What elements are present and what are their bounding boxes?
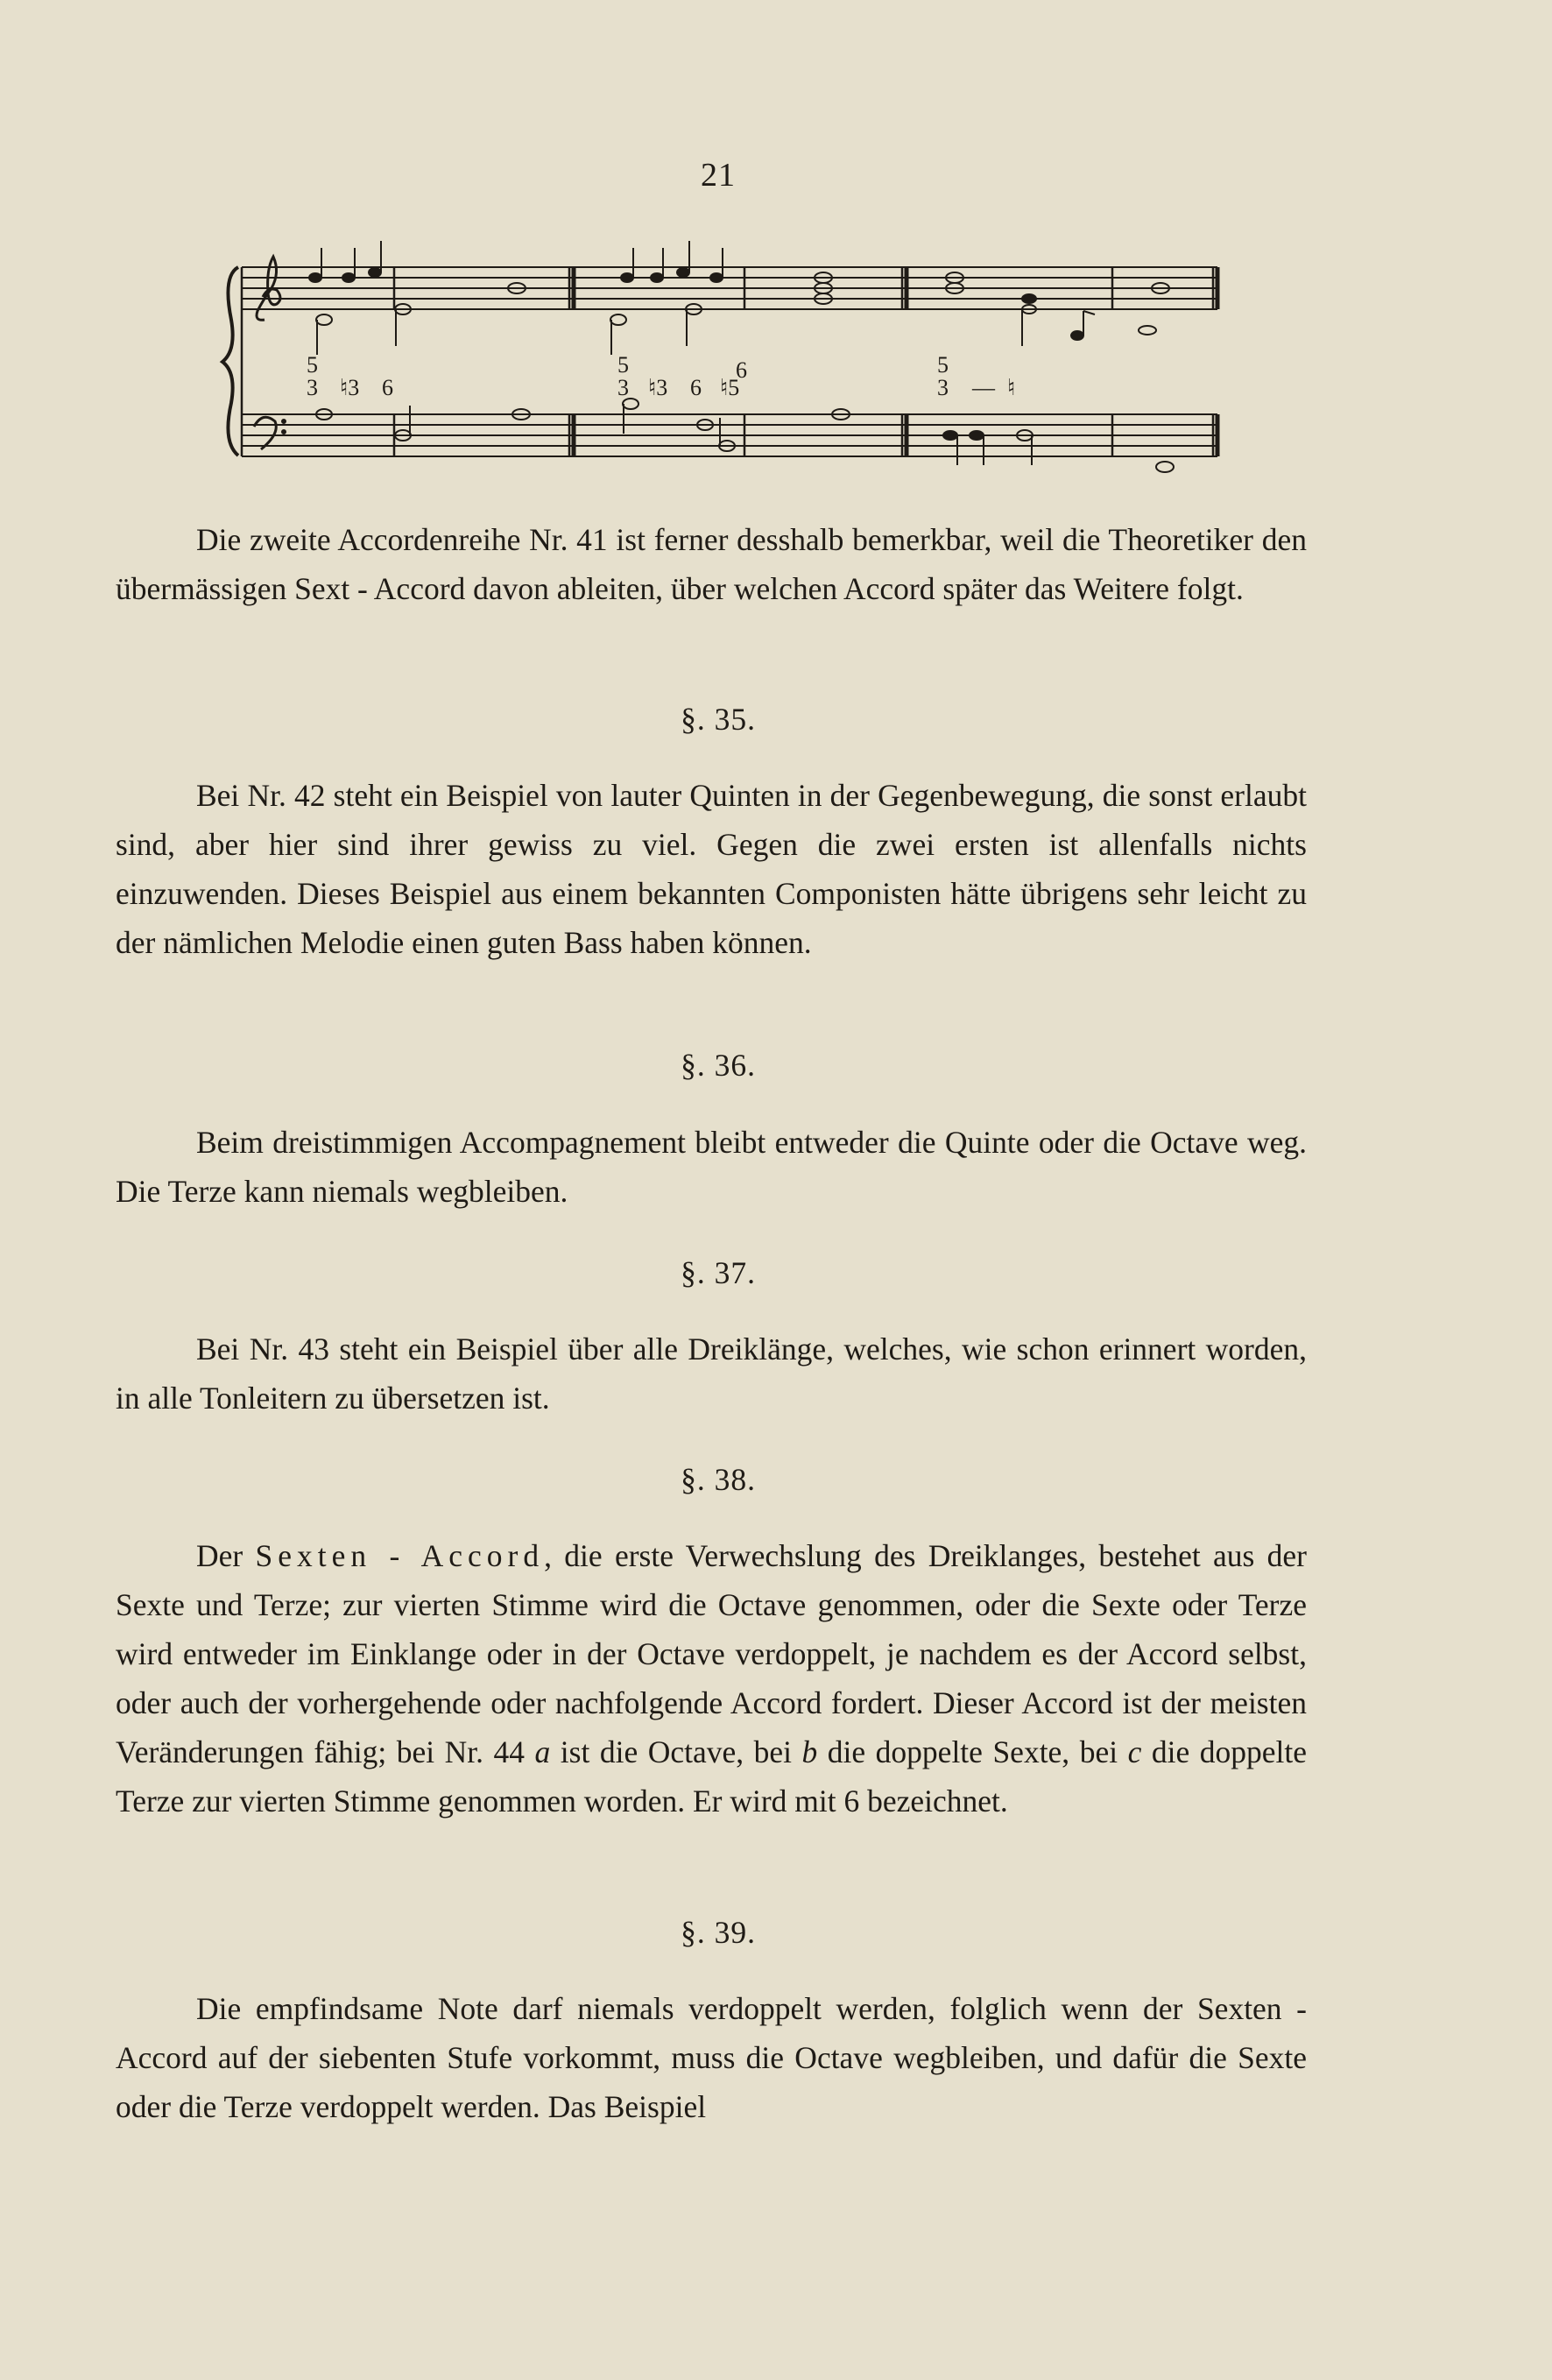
figure: 3 (307, 375, 318, 400)
figure: ♮ (1007, 375, 1016, 400)
paragraph-text: Beim dreistimmigen Accompagnement bleibt entweder die Quinte oder die Octave weg. Die Terze kann niemals wegbleiben. (116, 1125, 1307, 1209)
text-run: , die erste Verwechslung des Dreiklanges, bestehet aus der Sexte und Terze; zur vierten Stimme wird die Octave genommen, oder die Sexte oder Terze wird entweder im Einklange oder in der Octave verdoppelt, je nachdem es der Accord selbst, oder auch der vorhergehende oder nachfolgende Accord fordert. Dieser Accord ist der meisten Veränderungen fähig; bei Nr. 44 (116, 1538, 1307, 1769)
system-brace (222, 267, 238, 456)
figures-group-3 (937, 352, 1015, 400)
section-heading-39: §. 39. (681, 1915, 756, 1950)
section-heading-38: §. 38. (681, 1462, 756, 1497)
music-example (219, 223, 1235, 486)
paragraph-text: Die empfindsame Note darf niemals verdoppelt werden, folglich wenn der Sexten - Accord auf der siebenten Stufe vorkommt, muss die Octave wegbleiben, und dafür die Sexte oder die Terze verdoppelt werden. Das Beispiel (116, 1991, 1307, 2124)
term-sexten-accord: Sexten - Accord (255, 1538, 545, 1573)
letter-a: a (534, 1734, 551, 1769)
paragraph-text: Die zweite Accordenreihe Nr. 41 ist ferner desshalb bemerkbar, weil die Theoretiker den übermässigen Sext - Accord davon ableiten, über welchen Accord später das Weitere folgt. (116, 522, 1307, 606)
section-heading-35: §. 35. (681, 702, 756, 737)
text-run: Der (196, 1538, 256, 1573)
figure: ♮3 (648, 375, 668, 400)
letter-c: c (1127, 1734, 1142, 1769)
section-heading-36: §. 36. (681, 1048, 756, 1083)
letter-b: b (801, 1734, 818, 1769)
section-heading-37: §. 37. (681, 1255, 756, 1290)
music-notation-figure (219, 223, 1235, 486)
figure: 3 (937, 375, 949, 400)
figure: 6 (690, 375, 702, 400)
page-number: 21 (701, 157, 736, 194)
figure: 6 (382, 375, 393, 400)
figure: 6 (736, 357, 747, 383)
paragraph-text (116, 1531, 1307, 1826)
figure: 5 (937, 352, 949, 378)
text-run: die doppelte Terze zur vierten Stimme genommen worden. Er wird mit 6 bezeichnet. (116, 1734, 1308, 1819)
figure: — (972, 375, 995, 400)
figures-group-2 (617, 352, 747, 400)
figure: ♮5 (720, 375, 740, 400)
figure: 5 (307, 352, 318, 378)
figure: 3 (617, 375, 629, 400)
paragraph-section-36 (116, 1118, 1307, 1216)
figure: ♮3 (340, 375, 360, 400)
paragraph-text: Bei Nr. 43 steht ein Beispiel über alle Dreiklänge, welches, wie schon erinnert worden, in alle Tonleitern zu übersetzen ist. (116, 1331, 1307, 1416)
figure: 5 (617, 352, 629, 378)
paragraph-accordenreihe (116, 515, 1307, 613)
paragraph-section-37 (116, 1324, 1307, 1423)
treble-staff (242, 267, 1217, 309)
paragraph-section-35 (116, 771, 1307, 967)
paragraph-section-39 (116, 1984, 1307, 2131)
paragraph-text: Bei Nr. 42 steht ein Beispiel von lauter Quinten in der Gegenbewegung, die sonst erlaubt sind, aber hier sind ihrer gewiss zu viel. Gegen die zwei ersten ist allenfalls nichts einzuwenden. Dieses Beispiel aus einem bekannten Componisten hätte übrigens sehr leicht zu der nämlichen Melodie einen guten Bass haben können. (116, 778, 1307, 960)
text-run: die doppelte Sexte, bei (817, 1734, 1128, 1769)
paragraph-section-38 (116, 1531, 1307, 1826)
bass-clef (254, 417, 276, 449)
text-run: ist die Octave, bei (550, 1734, 802, 1769)
barlines (242, 267, 1217, 456)
figures-group-1 (307, 352, 393, 400)
